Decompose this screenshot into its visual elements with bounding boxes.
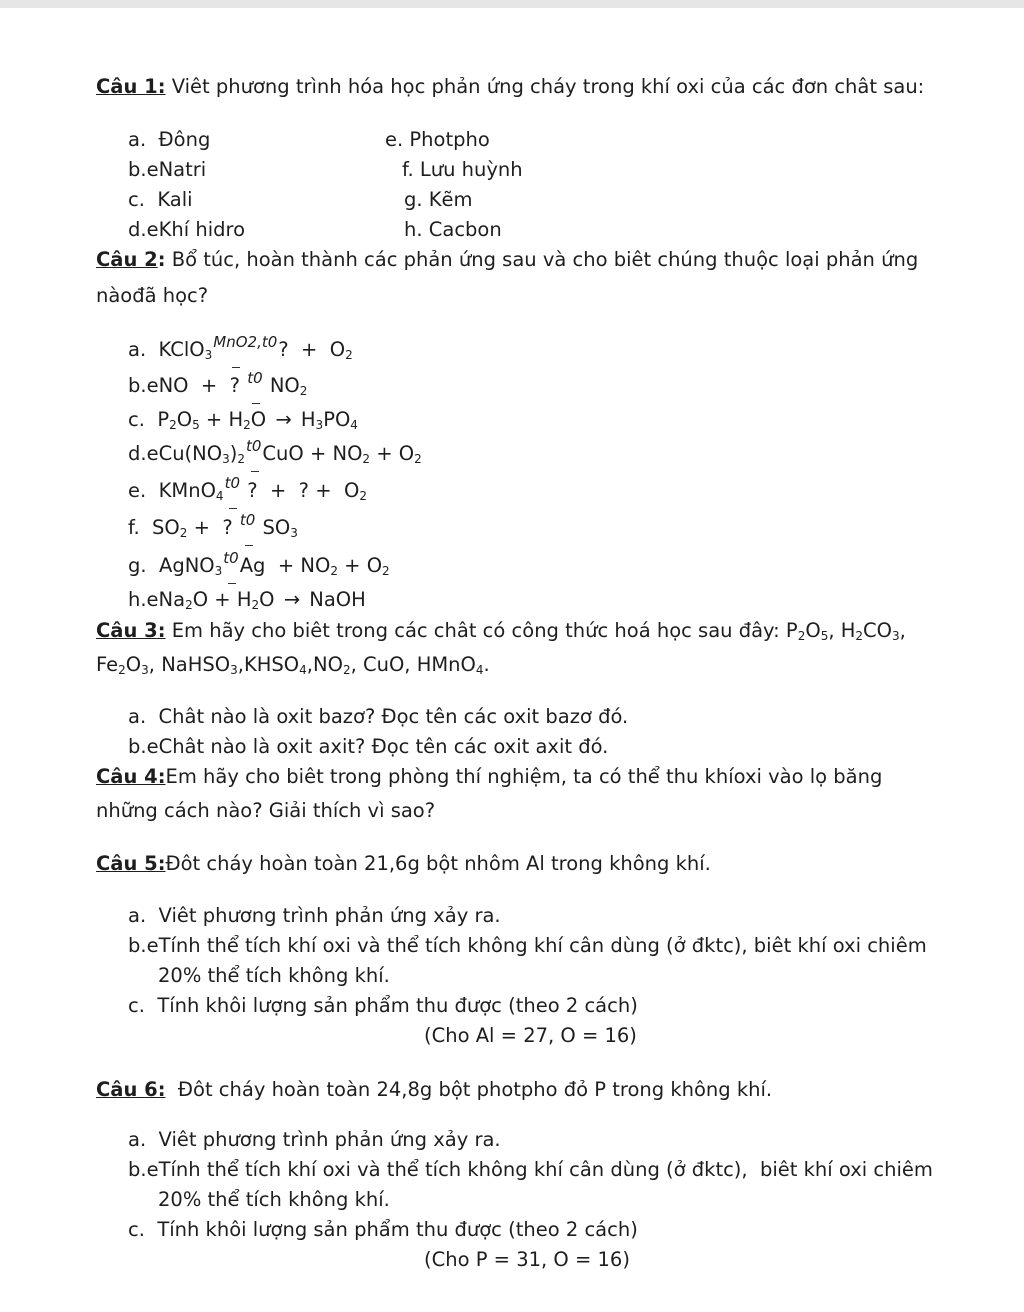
eq-sub: 3 bbox=[892, 629, 900, 643]
eq-text: , NaHSO bbox=[148, 653, 231, 676]
q1-item-a: a. Đông bbox=[128, 128, 211, 151]
q5-item-a: a. Viêt phương trình phản ứng xảy ra. bbox=[128, 904, 501, 927]
eq-text: . bbox=[483, 653, 490, 676]
q2-eq-b bbox=[128, 369, 308, 400]
eq-text: O bbox=[125, 653, 142, 676]
q6-item-c: c. Tính khôi lượng sản phẩm thu được (theo 2 cách) bbox=[128, 1218, 638, 1241]
q2-text-cont: nàođã học? bbox=[96, 284, 209, 307]
eq-text: ,NO bbox=[306, 653, 343, 676]
q2-eq-g bbox=[128, 549, 390, 580]
eq-sub: 4 bbox=[475, 663, 484, 677]
eq-text: H bbox=[294, 408, 316, 431]
q3-label: Câu 3: bbox=[96, 619, 166, 642]
eq-text: , bbox=[899, 619, 906, 642]
q1-item-b: b.eNatri bbox=[128, 158, 207, 181]
eq-text: , CuO, HMnO bbox=[350, 653, 476, 676]
q5-heading bbox=[96, 851, 711, 877]
q2-eq-e bbox=[128, 474, 367, 505]
q5-label: Câu 5: bbox=[96, 852, 166, 875]
eq-text: c. P bbox=[128, 408, 170, 431]
eq-text: PO bbox=[323, 408, 351, 431]
eq-text: b.eNO + ? bbox=[128, 374, 247, 397]
q2-eq-c bbox=[128, 407, 358, 433]
eq-text: + ? bbox=[187, 516, 239, 539]
eq-sub: 2 bbox=[330, 564, 338, 578]
eq-sub: 2 bbox=[345, 348, 353, 362]
eq-text: a. KClO bbox=[128, 338, 205, 361]
q5-item-b: b.eTính thể tích khí oxi và thể tích không khí cân dùng (ở đktc), biêt khí oxi chiêm bbox=[128, 934, 927, 957]
eq-sub: 2 bbox=[179, 526, 188, 540]
q6-note: (Cho P = 31, O = 16) bbox=[424, 1248, 630, 1271]
q6-item-b-cont: 20% thể tích không khí. bbox=[158, 1188, 390, 1211]
eq-sub: 2 bbox=[797, 629, 806, 643]
eq-sub: 2 bbox=[243, 418, 251, 432]
q2-eq-a bbox=[128, 333, 353, 364]
eq-sub: 4 bbox=[299, 663, 307, 677]
eq-sub: 2 bbox=[414, 452, 422, 466]
eq-text: CO bbox=[863, 619, 893, 642]
eq-sub: 3 bbox=[290, 526, 298, 540]
reaction-condition: t0 bbox=[223, 545, 238, 571]
q1-item-c: c. Kali bbox=[128, 188, 193, 211]
eq-text: + O bbox=[337, 554, 383, 577]
eq-sub: 5 bbox=[820, 629, 829, 643]
eq-sub: 2 bbox=[251, 598, 260, 612]
eq-sub: 2 bbox=[169, 418, 177, 432]
eq-sub: 2 bbox=[362, 452, 371, 466]
q3-text: Em hãy cho biêt trong các chât có công thức hoá học sau đây: P bbox=[165, 619, 798, 642]
eq-sub: 2 bbox=[185, 598, 193, 612]
eq-sub: 2 bbox=[299, 384, 308, 398]
q2-label: Câu 2 bbox=[96, 248, 158, 271]
reaction-condition: t0 bbox=[247, 365, 262, 391]
arrow-icon: → bbox=[275, 408, 292, 431]
reaction-condition: MnO2,t0 bbox=[213, 329, 277, 355]
q5-item-b-cont: 20% thể tích không khí. bbox=[158, 964, 390, 987]
eq-sub: 3 bbox=[230, 663, 238, 677]
eq-text: Ag + NO bbox=[239, 554, 331, 577]
eq-text: Fe bbox=[96, 653, 119, 676]
eq-text: O bbox=[805, 619, 821, 642]
q4-text: Em hãy cho biêt trong phòng thí nghiệm, ta có thể thu khíoxi vào lọ băng bbox=[165, 765, 883, 788]
top-edge-bar bbox=[0, 0, 1024, 8]
eq-sub: 3 bbox=[214, 564, 223, 578]
q1-item-g: g. Kẽm bbox=[404, 188, 473, 211]
eq-sub: 2 bbox=[382, 564, 390, 578]
eq-sub: 4 bbox=[215, 489, 224, 503]
q3-heading bbox=[96, 618, 906, 644]
q2-text: Bổ túc, hoàn thành các phản ứng sau và cho biêt chúng thuộc loại phản ứng bbox=[165, 248, 919, 271]
eq-text: + O bbox=[370, 442, 415, 465]
eq-sub: 3 bbox=[315, 418, 324, 432]
eq-text: SO bbox=[256, 516, 291, 539]
eq-text: O + H bbox=[192, 588, 252, 611]
q5-item-c: c. Tính khôi lượng sản phẩm thu được (theo 2 cách) bbox=[128, 994, 638, 1017]
q2-heading bbox=[96, 247, 918, 273]
eq-sub: 2 bbox=[118, 663, 126, 677]
eq-sub: 2 bbox=[855, 629, 864, 643]
eq-text: h.eNa bbox=[128, 588, 186, 611]
q6-heading bbox=[96, 1077, 772, 1103]
q2-colon: : bbox=[157, 248, 166, 271]
eq-text: g. AgNO bbox=[128, 554, 215, 577]
eq-text: O bbox=[250, 408, 273, 431]
reaction-condition: t0 bbox=[225, 470, 240, 496]
q2-eq-h bbox=[128, 587, 366, 613]
q3-item-b: b.eChât nào là oxit axit? Đọc tên các oxit axit đó. bbox=[128, 735, 609, 758]
arrow-icon: → bbox=[283, 588, 301, 611]
q3-item-a: a. Chât nào là oxit bazơ? Đọc tên các oxit bazơ đó. bbox=[128, 705, 629, 728]
q1-label: Câu 1: bbox=[96, 75, 166, 98]
reaction-condition: t0 bbox=[246, 433, 261, 459]
eq-text: ,KHSO bbox=[237, 653, 300, 676]
q3-formulas bbox=[96, 652, 490, 678]
q2-eq-d bbox=[128, 437, 422, 468]
eq-text: ? + ? + O bbox=[241, 479, 360, 502]
eq-text: f. SO bbox=[128, 516, 180, 539]
q5-text: Đôt cháy hoàn toàn 21,6g bột nhôm Al trong không khí. bbox=[165, 852, 711, 875]
q1-text: Viêt phương trình hóa học phản ứng cháy trong khí oxi của các đơn chât sau: bbox=[165, 75, 925, 98]
eq-text: O bbox=[259, 588, 281, 611]
q2-eq-f bbox=[128, 511, 298, 542]
eq-text: NaOH bbox=[303, 588, 366, 611]
q6-label: Câu 6: bbox=[96, 1078, 166, 1101]
eq-text: NO bbox=[263, 374, 300, 397]
q4-label: Câu 4: bbox=[96, 765, 166, 788]
eq-text: ? + O bbox=[278, 338, 346, 361]
eq-sub: 3 bbox=[222, 452, 230, 466]
eq-sub: 2 bbox=[359, 489, 367, 503]
eq-text: + H bbox=[199, 408, 244, 431]
reaction-condition: t0 bbox=[240, 507, 255, 533]
q6-item-b: b.eTính thể tích khí oxi và thể tích không khí cân dùng (ở đktc), biêt khí oxi chiêm bbox=[128, 1158, 933, 1181]
q1-item-f: f. Lưu huỳnh bbox=[402, 158, 523, 181]
q4-heading bbox=[96, 764, 882, 790]
eq-sub: 2 bbox=[342, 663, 351, 677]
q1-item-h: h. Cacbon bbox=[404, 218, 502, 241]
eq-sub: 4 bbox=[350, 418, 358, 432]
eq-text: ) bbox=[229, 442, 238, 465]
eq-text: , H bbox=[828, 619, 856, 642]
q5-note: (Cho Al = 27, O = 16) bbox=[424, 1024, 637, 1047]
eq-text: O bbox=[176, 408, 193, 431]
eq-text: e. KMnO bbox=[128, 479, 216, 502]
eq-sub: 3 bbox=[141, 663, 149, 677]
eq-text: CuO + NO bbox=[262, 442, 363, 465]
eq-sub: 2 bbox=[237, 452, 245, 466]
eq-sub: 3 bbox=[204, 348, 213, 362]
q1-item-e: e. Photpho bbox=[385, 128, 490, 151]
q6-text: Đôt cháy hoàn toàn 24,8g bột photpho đỏ P trong không khí. bbox=[165, 1078, 773, 1101]
q1-item-d: d.eKhí hidro bbox=[128, 218, 246, 241]
q1-heading bbox=[96, 74, 924, 100]
eq-sub: 5 bbox=[192, 418, 200, 432]
q4-text-cont: những cách nào? Giải thích vì sao? bbox=[96, 799, 436, 822]
eq-text: d.eCu(NO bbox=[128, 442, 223, 465]
q6-item-a: a. Viêt phương trình phản ứng xảy ra. bbox=[128, 1128, 501, 1151]
